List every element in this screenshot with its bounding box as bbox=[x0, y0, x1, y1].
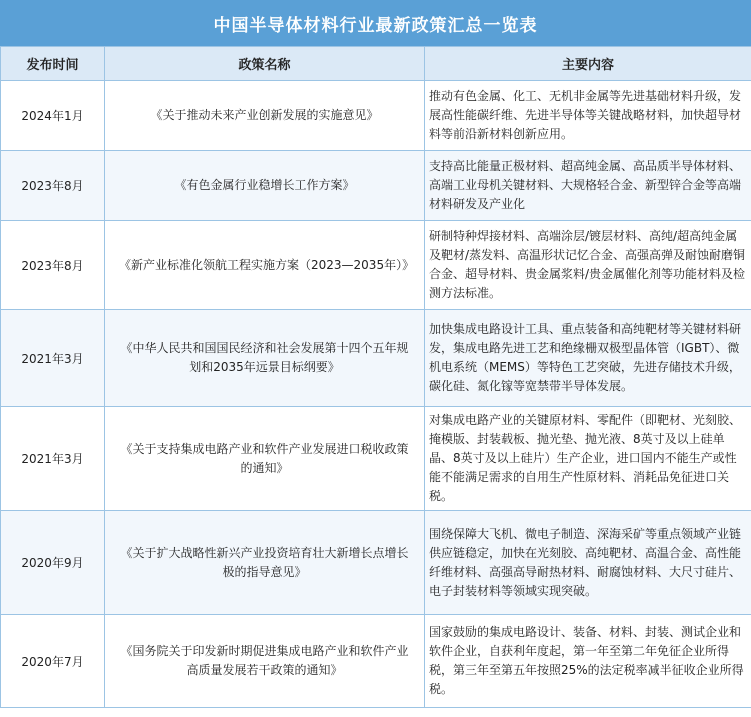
table-title: 中国半导体材料行业最新政策汇总一览表 bbox=[0, 0, 751, 46]
row-date: 2021年3月 bbox=[1, 310, 105, 407]
row-policy-name: 《国务院关于印发新时期促进集成电路产业和软件产业高质量发展若干政策的通知》 bbox=[105, 615, 425, 708]
row-content: 研制特种焊接材料、高端涂层/镀层材料、高纯/超高纯金属及靶材/蒸发料、高温形状记忆合金、高强高弹及耐蚀耐磨铜合金、超导材料、贵金属浆料/贵金属催化剂等功能材料及检测方法标准。 bbox=[425, 221, 751, 310]
row-content: 围绕保障大飞机、微电子制造、深海采矿等重点领域产业链供应链稳定，加快在光刻胶、高纯靶材、高温合金、高性能纤维材料、高强高导耐热材料、耐腐蚀材料、大尺寸硅片、电子封装材料等领域实现突破。 bbox=[425, 511, 751, 615]
row-policy-name: 《新产业标准化领航工程实施方案（2023—2035年）》 bbox=[105, 221, 425, 310]
row-content: 国家鼓励的集成电路设计、装备、材料、封装、测试企业和软件企业，自获利年度起，第一年至第二年免征企业所得税，第三年至第五年按照25%的法定税率减半征收企业所得税。 bbox=[425, 615, 751, 708]
table-row bbox=[1, 615, 751, 708]
row-policy-name: 《有色金属行业稳增长工作方案》 bbox=[105, 151, 425, 221]
row-date: 2020年7月 bbox=[1, 615, 105, 708]
row-content: 推动有色金属、化工、无机非金属等先进基础材料升级，发展高性能碳纤维、先进半导体等关键战略材料，加快超导材料等前沿新材料创新应用。 bbox=[425, 81, 751, 151]
row-date: 2023年8月 bbox=[1, 221, 105, 310]
row-date: 2021年3月 bbox=[1, 407, 105, 511]
table-row bbox=[1, 407, 751, 511]
row-policy-name: 《关于推动未来产业创新发展的实施意见》 bbox=[105, 81, 425, 151]
row-date: 2023年8月 bbox=[1, 151, 105, 221]
row-content: 支持高比能量正极材料、超高纯金属、高品质半导体材料、高端工业母机关键材料、大规格轻合金、新型锌合金等高端材料研发及产业化 bbox=[425, 151, 751, 221]
header-row bbox=[1, 47, 751, 81]
row-policy-name: 《关于支持集成电路产业和软件产业发展进口税收政策的通知》 bbox=[105, 407, 425, 511]
row-date: 2024年1月 bbox=[1, 81, 105, 151]
table-row bbox=[1, 511, 751, 615]
row-content: 对集成电路产业的关键原材料、零配件（即靶材、光刻胶、掩模版、封装载板、抛光垫、抛光液、8英寸及以上硅单晶、8英寸及以上硅片）生产企业，进口国内不能生产或性能不能满足需求的自用生产性原材料、消耗品免征进口关税。 bbox=[425, 407, 751, 511]
row-date: 2020年9月 bbox=[1, 511, 105, 615]
header-content: 主要内容 bbox=[425, 47, 751, 81]
policy-table bbox=[0, 46, 751, 708]
header-date: 发布时间 bbox=[1, 47, 105, 81]
table-row bbox=[1, 81, 751, 151]
table-row bbox=[1, 151, 751, 221]
table-row bbox=[1, 221, 751, 310]
row-content: 加快集成电路设计工具、重点装备和高纯靶材等关键材料研发，集成电路先进工艺和绝缘栅双极型晶体管（IGBT）、微机电系统（MEMS）等特色工艺突破，先进存储技术升级，碳化硅、氮化镓等宽禁带半导体发展。 bbox=[425, 310, 751, 407]
header-policy-name: 政策名称 bbox=[105, 47, 425, 81]
row-policy-name: 《关于扩大战略性新兴产业投资培育壮大新增长点增长极的指导意见》 bbox=[105, 511, 425, 615]
table-row bbox=[1, 310, 751, 407]
row-policy-name: 《中华人民共和国国民经济和社会发展第十四个五年规划和2035年远景目标纲要》 bbox=[105, 310, 425, 407]
